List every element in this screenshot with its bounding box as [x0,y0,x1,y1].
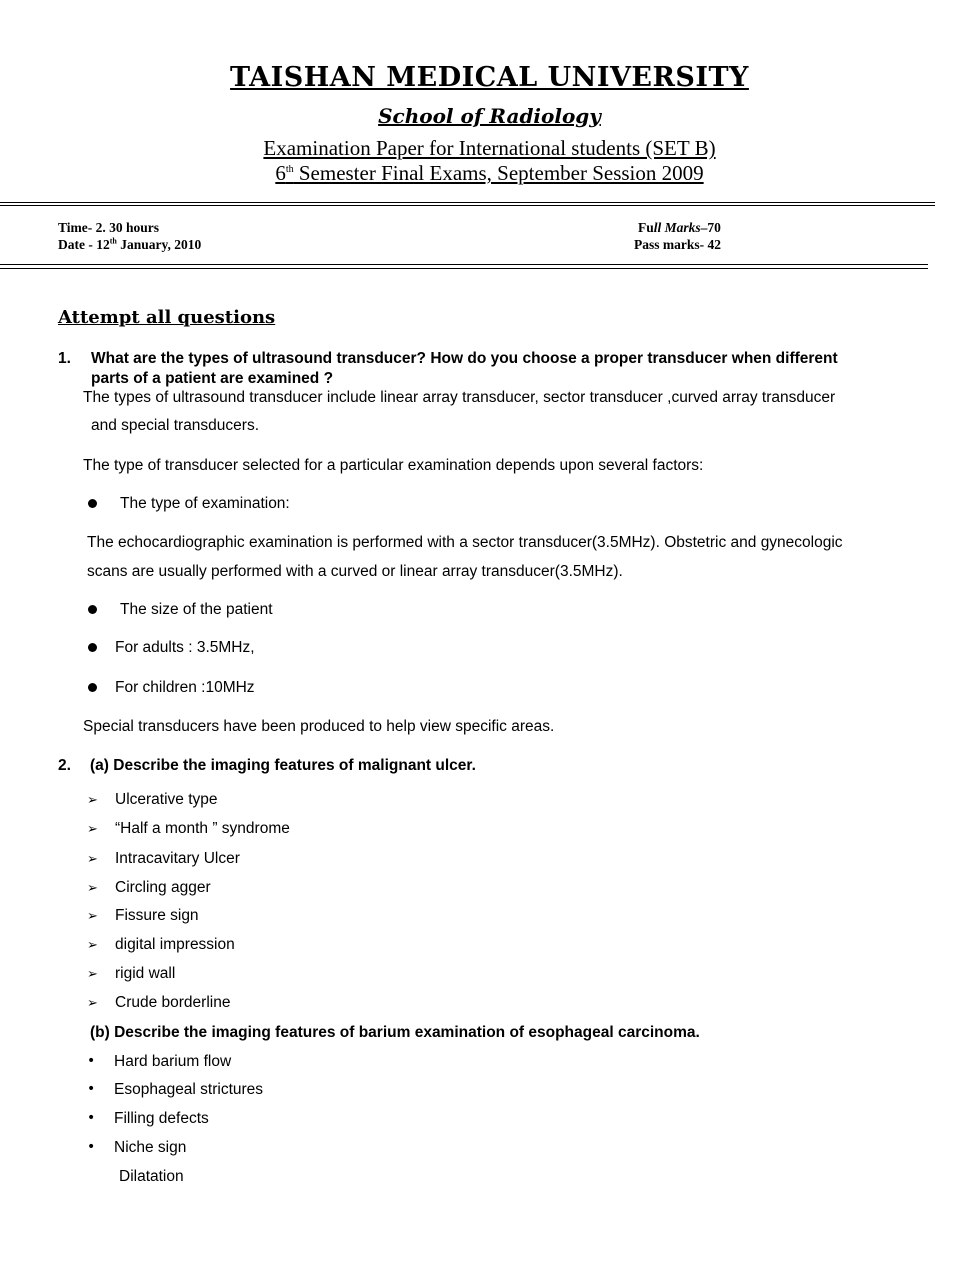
ulcer-feature: Intracavitary Ulcer [115,850,240,867]
bullet-dot [88,643,97,652]
q1-echo-line2: scans are usually performed with a curved or linear array transducer(3.5MHz). [87,563,623,580]
date-prefix: Date - 12 [58,237,110,252]
small-bullet-icon: • [87,1110,96,1126]
full-marks-b: ll Marks [653,220,701,235]
pass-marks: Pass marks- 42 [634,237,721,252]
full-marks-a: Fu [638,220,654,235]
ulcer-feature: rigid wall [115,965,176,982]
top-rule-2 [0,205,935,206]
q1-question-line2: parts of a patient are examined ? [91,370,334,387]
ulcer-feature: Crude borderline [115,994,231,1011]
full-marks-c: –70 [700,220,721,235]
exam-title: Examination Paper for International students (SET B) [263,136,716,160]
date-info [58,237,201,253]
semester-title [0,161,979,186]
q2-part-b: (b) Describe the imaging features of barium examination of esophageal carcinoma. [90,1024,700,1041]
barium-last-item: Dilatation [119,1168,184,1185]
q2-number: 2. [58,757,71,774]
ulcer-feature: Circling agger [115,879,211,896]
q2-part-a: (a) Describe the imaging features of malignant ulcer. [90,757,476,774]
bottom-rule-1 [0,264,928,265]
q1-number: 1. [58,350,71,367]
small-bullet-icon: • [87,1053,96,1069]
q1-answer-line1: The types of ultrasound transducer include linear array transducer, sector transducer ,curved array transducer [83,389,836,406]
arrow-bullet-icon: ➢ [87,909,98,924]
q1-special: Special transducers have been produced to help view specific areas. [83,718,555,735]
date-text: January, 2010 [116,237,202,252]
semester-number: 6 [275,161,286,185]
q1-bullet-size: The size of the patient [120,601,273,618]
arrow-bullet-icon: ➢ [87,967,98,982]
university-title: TAISHAN MEDICAL UNIVERSITY [230,62,749,93]
barium-feature: Hard barium flow [114,1053,232,1070]
ulcer-feature: digital impression [115,936,235,953]
small-bullet-icon: • [87,1081,96,1097]
q1-answer-line2: and special transducers. [91,417,260,434]
q1-bullet-exam-type: The type of examination: [120,495,290,512]
small-bullet-icon: • [87,1139,96,1155]
q1-bullet-children: For children :10MHz [115,679,255,696]
bullet-dot [88,605,97,614]
q1-question-line1: What are the types of ultrasound transducer? How do you choose a proper transducer when different [91,350,838,367]
semester-ordinal: th [285,164,294,175]
arrow-bullet-icon: ➢ [87,996,98,1011]
barium-feature: Filling defects [114,1110,209,1127]
ulcer-feature: “Half a month ” syndrome [115,820,290,837]
date-ordinal: th [109,236,117,246]
instruction-heading: Attempt all questions [58,307,276,328]
q1-factors-intro: The type of transducer selected for a particular examination depends upon several factors: [83,457,704,474]
arrow-bullet-icon: ➢ [87,938,98,953]
barium-feature: Niche sign [114,1139,187,1156]
arrow-bullet-icon: ➢ [87,793,98,808]
full-marks [638,220,721,236]
bullet-dot [88,499,97,508]
arrow-bullet-icon: ➢ [87,822,98,837]
arrow-bullet-icon: ➢ [87,852,98,867]
time-info: Time- 2. 30 hours [58,220,160,235]
ulcer-feature: Fissure sign [115,907,199,924]
bottom-rule-2 [0,268,928,269]
arrow-bullet-icon: ➢ [87,881,98,896]
barium-feature: Esophageal strictures [114,1081,264,1098]
bullet-dot [88,683,97,692]
ulcer-feature: Ulcerative type [115,791,218,808]
school-name: School of Radiology [378,104,601,128]
semester-text: Semester Final Exams, September Session 2009 [293,161,704,185]
q1-bullet-adults: For adults : 3.5MHz, [115,639,255,656]
q1-echo-line1: The echocardiographic examination is performed with a sector transducer(3.5MHz). Obstetric and gynecologic [87,534,843,551]
top-rule-1 [0,202,935,203]
